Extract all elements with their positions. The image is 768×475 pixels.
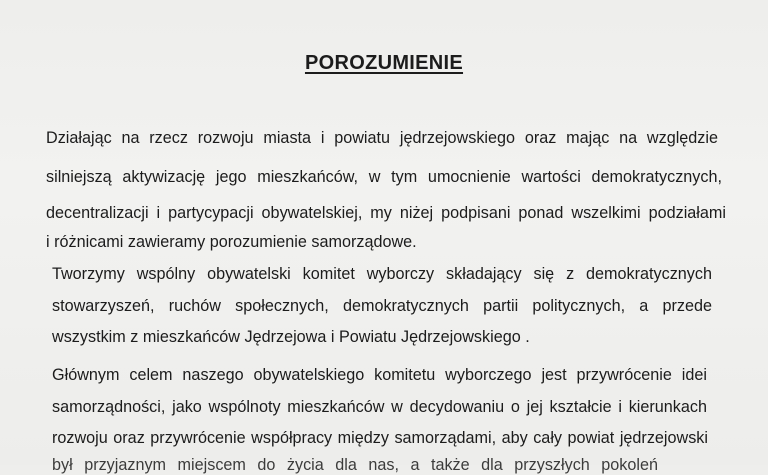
paragraph-line: rozwoju oraz przywrócenie współpracy między samorządami, aby cały powiat jędrzejowski bbox=[52, 429, 708, 447]
paragraph-line: decentralizacji i partycypacji obywatelskiej, my niżej podpisani ponad wszelkimi podziałami bbox=[46, 204, 726, 222]
paragraph-line: stowarzyszeń, ruchów społecznych, demokratycznych partii politycznych, a przede bbox=[52, 297, 712, 315]
paragraph-line: Głównym celem naszego obywatelskiego komitetu wyborczego jest przywrócenie idei bbox=[52, 366, 707, 384]
paragraph-line: samorządności, jako wspólnoty mieszkańców w decydowaniu o jej kształcie i kierunkach bbox=[52, 398, 707, 416]
paragraph-line: Tworzymy wspólny obywatelski komitet wyborczy składający się z demokratycznych bbox=[52, 265, 712, 283]
paragraph-line: był przyjaznym miejscem do życia dla nas, a także dla przyszłych pokoleń bbox=[52, 456, 658, 474]
paragraph-line: Działając na rzecz rozwoju miasta i powiatu jędrzejowskiego oraz mając na względzie bbox=[46, 129, 718, 147]
paragraph-line: silniejszą aktywizację jego mieszkańców, w tym umocnienie wartości demokratycznych, bbox=[46, 168, 722, 186]
paragraph-line: wszystkim z mieszkańców Jędrzejowa i Powiatu Jędrzejowskiego . bbox=[52, 328, 530, 346]
paragraph-line: i różnicami zawieramy porozumienie samorządowe. bbox=[46, 233, 417, 251]
document-title: POROZUMIENIE bbox=[304, 52, 464, 74]
